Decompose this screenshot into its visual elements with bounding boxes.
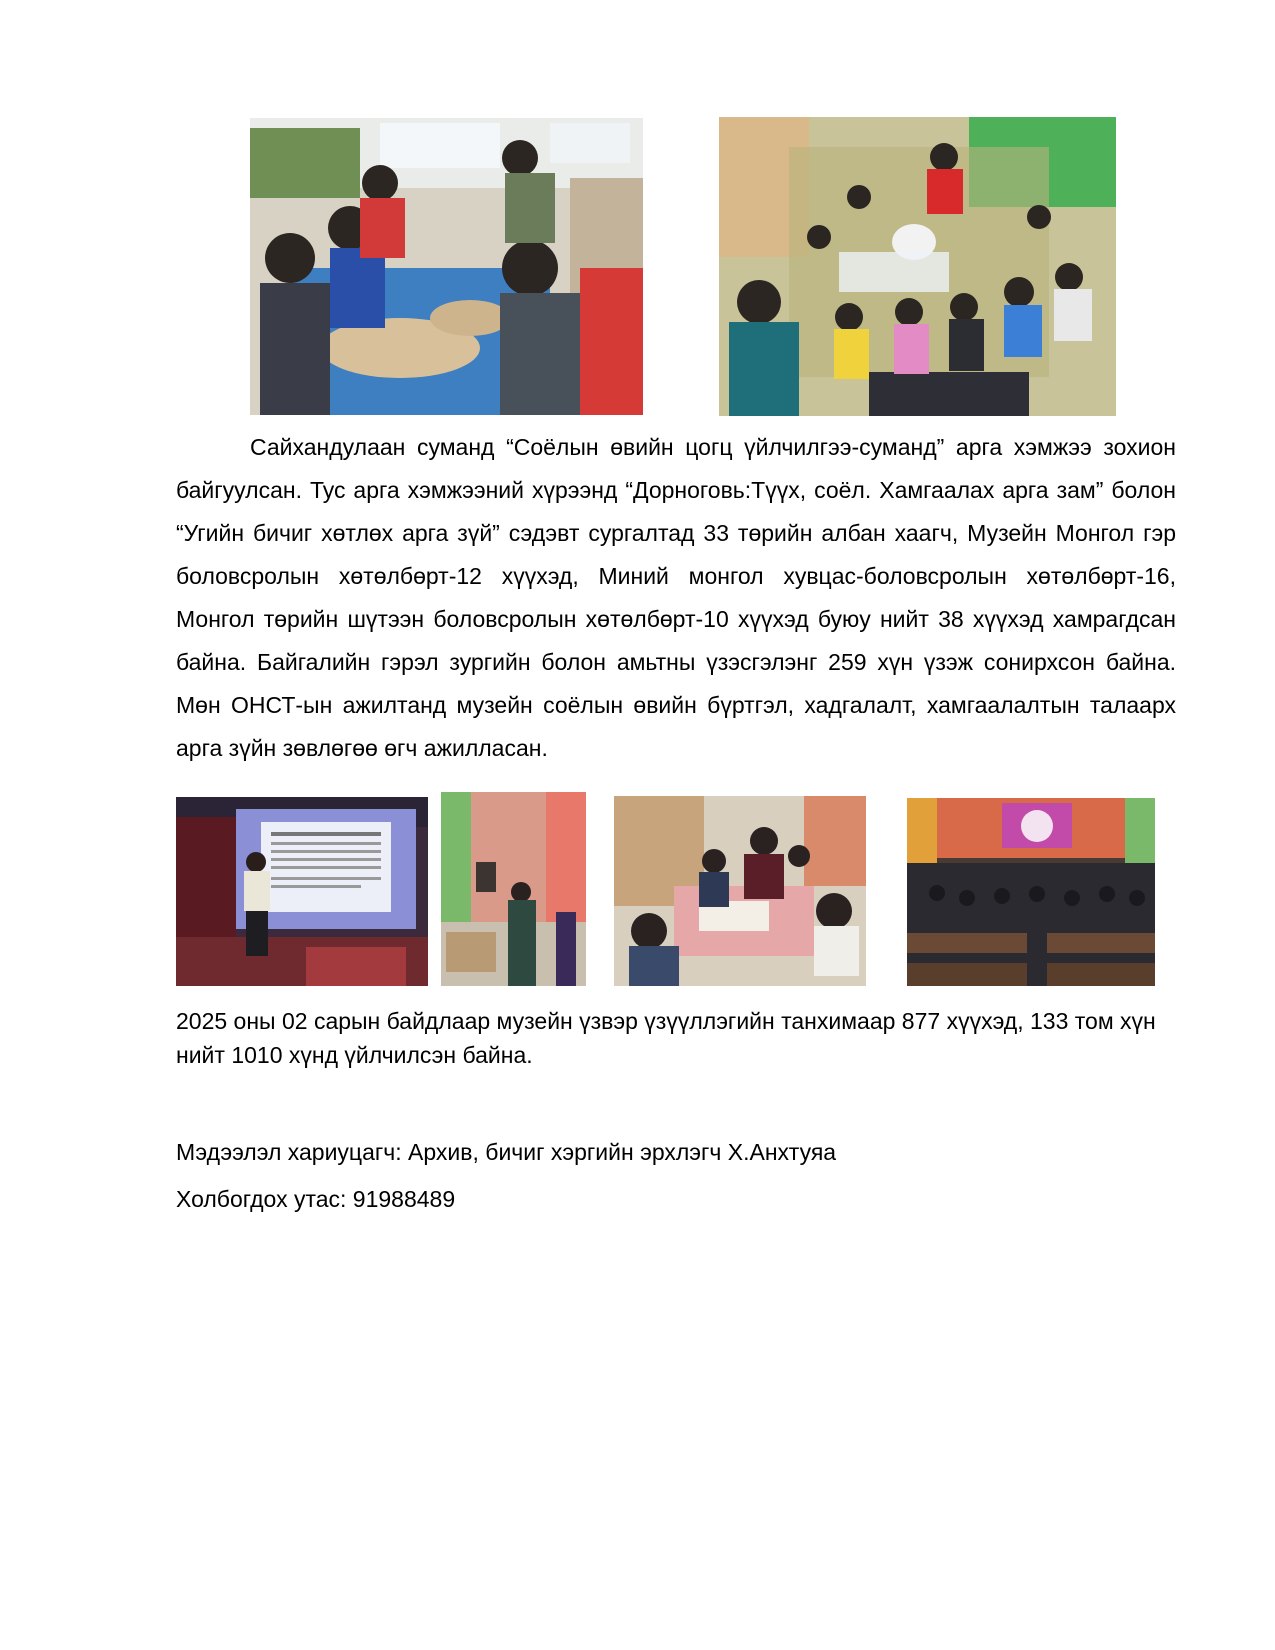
main-paragraph: Сайхандулаан суманд “Соёлын өвийн цогц үйлчилгээ-суманд” арга хэмжээ зохион байгуулсан. Тус арга хэмжээний хүрээнд “Дорноговь:Түүх, соёл. Хамгаалах арга зам” болон “Угийн бичиг хөтлөх арга зүй” сэдэвт сургалтад 33 төрийн албан хаагч, Музейн Монгол гэр боловсролын хөтөлбөрт-12 хүүхэд, Миний монгол хувцас-боловсролын хөтөлбөрт-16, Монгол төрийн шүтээн боловсролын хөтөлбөрт-10 хүүхэд буюу нийт 38 хүүхэд хамрагдсан байна. Байгалийн гэрэл зургийн болон амьтны үзэсгэлэнг 259 хүн үзэж сонирхсон байна. Мөн ОНСТ-ын ажилтанд музейн соёлын өвийн бүртгэл, хадгалалт, хамгаалалтын талаарх арга зүйн зөвлөгөө өгч ажилласан.	[176, 434, 1176, 761]
photo-children-carpet-circle	[719, 117, 1116, 416]
photo-audience-hall	[907, 798, 1155, 986]
photo-children-activity	[614, 796, 866, 986]
statistics-paragraph: 2025 оны 02 сарын байдлаар музейн үзвэр үзүүллэгийн танхимаар 877 хүүхэд, 133 том хүн нийт 1010 хүнд үйлчилсэн байна.	[176, 1008, 1156, 1068]
photo-children-table-craft	[250, 118, 643, 415]
contact-person: Мэдээлэл хариуцагч: Архив, бичиг хэргийн эрхлэгч Х.Анхтуяа	[176, 1139, 837, 1165]
photo-museum-traditional-dress	[441, 792, 586, 986]
contact-phone: Холбогдох утас: 91988489	[176, 1186, 456, 1212]
photo-presentation	[176, 797, 428, 986]
